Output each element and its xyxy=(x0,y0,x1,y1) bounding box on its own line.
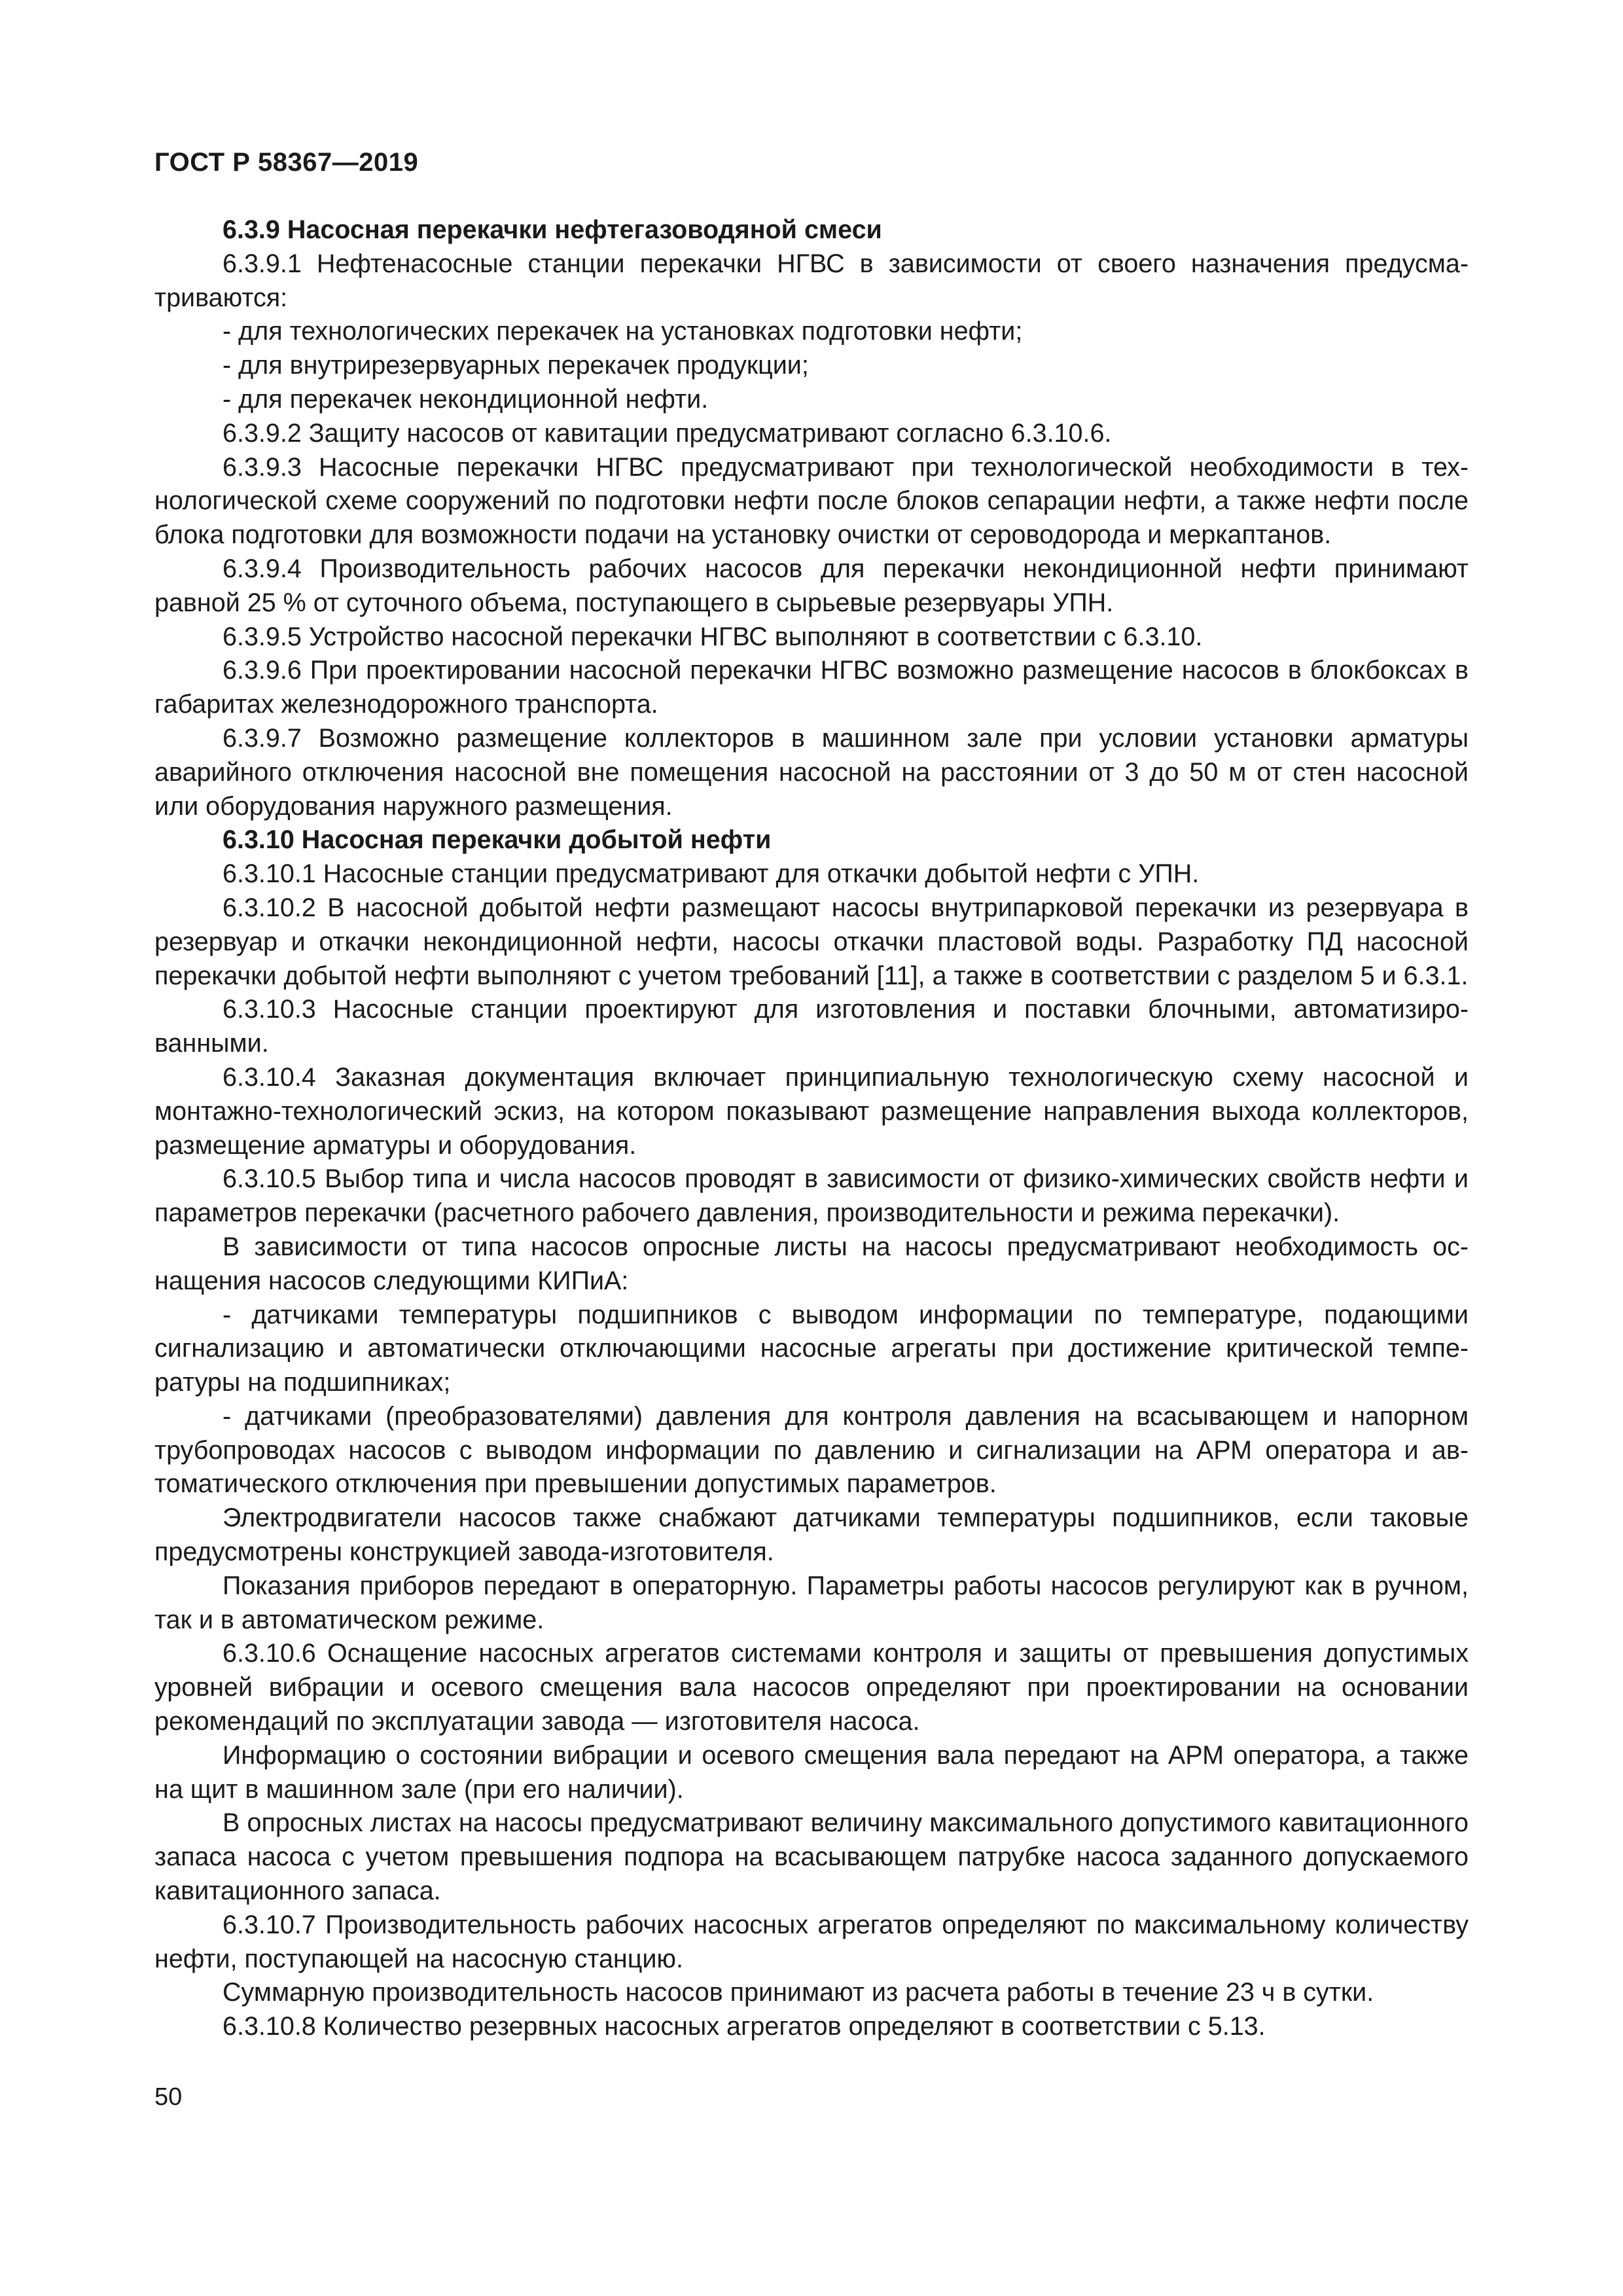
paragraph: 6.3.10.7 Производительность рабочих насосных агрегатов определяют по максимальному количеству нефти, поступающей на насосную станцию. xyxy=(154,1910,1469,1973)
list-item: - датчиками температуры подшипников с выводом информации по температуре, подающими сигнализацию и автоматически отключающими насосные агрегаты при достижение критической температуры на подшипниках; xyxy=(154,1300,1469,1397)
paragraph: В опросных листах на насосы предусматривают величину максимального допустимого кавитационного запаса насоса с учетом превышения подпора на всасывающем патрубке насоса заданного допускаемого кавитационного запаса. xyxy=(154,1808,1469,1906)
paragraph: 6.3.9.5 Устройство насосной перекачки НГВС выполняют в соответствии с 6.3.10. xyxy=(223,622,1203,651)
list-item: - датчиками (преобразователями) давления для контроля давления на всасывающем и напорном трубопроводах насосов с выводом информации по давлению и сигнализации на АРМ оператора и автоматического отключения при превышении допустимых параметров. xyxy=(154,1401,1469,1499)
paragraph: 6.3.10.6 Оснащение насосных агрегатов системами контроля и защиты от превышения допустимых уровней вибрации и осевого смещения вала насосов определяют при проектировании на основании рекомендаций по эксплуатации завода — изготовителя насоса. xyxy=(154,1639,1469,1736)
paragraph: 6.3.9.3 Насосные перекачки НГВС предусматривают при технологической необходимости в технологической схеме сооружений по подготовки нефти после блоков сепарации нефти, а также нефти после блока подготовки для возможности подачи на установку очистки от сероводорода и меркаптанов. xyxy=(154,452,1469,550)
list-item: - для внутрирезервуарных перекачек продукции; xyxy=(223,351,809,380)
list-item: - для перекачек некондиционной нефти. xyxy=(223,384,709,414)
page-number: 50 xyxy=(154,2083,183,2111)
paragraph: 6.3.10.5 Выбор типа и числа насосов проводят в зависимости от физико-химических свойств нефти и параметров перекачки (расчетного рабочего давления, производительности и режима перекачки). xyxy=(154,1164,1469,1228)
list-item: - для технологических перекачек на установках подготовки нефти; xyxy=(223,317,1023,346)
paragraph: 6.3.9.1 Нефтенасосные станции перекачки НГВС в зависимости от своего назначения предусматриваются: xyxy=(154,249,1469,312)
paragraph: Электродвигатели насосов также снабжают датчиками температуры подшипников, если таковые предусмотрены конструкцией завода-изготовителя. xyxy=(154,1503,1469,1567)
paragraph: 6.3.10.2 В насосной добытой нефти размещают насосы внутрипарковой перекачки из резервуара в резервуар и откачки некондиционной нефти, насосы откачки пластовой воды. Разработку ПД насосной перекачки добытой нефти выполняют с учетом требований [11], а также в соответствии с разделом 5 и 6.3.1. xyxy=(154,893,1469,990)
paragraph: Суммарную производительность насосов принимают из расчета работы в течение 23 ч в сутки. xyxy=(223,1978,1374,2007)
paragraph: 6.3.10.8 Количество резервных насосных агрегатов определяют в соответствии с 5.13. xyxy=(223,2012,1266,2041)
paragraph: 6.3.10.4 Заказная документация включает принципиальную технологическую схему насосной и монтажно-технологический эскиз, на котором показывают размещение направления выхода коллекторов, размещение арматуры и оборудования. xyxy=(154,1062,1469,1160)
section-heading: 6.3.9 Насосная перекачки нефтегазоводяной смеси xyxy=(223,215,882,244)
paragraph: 6.3.9.7 Возможно размещение коллекторов в машинном зале при условии установки арматуры аварийного отключения насосной вне помещения насосной на расстоянии от 3 до 50 м от стен насосной или оборудования наружного размещения. xyxy=(154,723,1469,821)
paragraph: 6.3.9.6 При проектировании насосной перекачки НГВС возможно размещение насосов в блокбоксах в габаритах железнодорожного транспорта. xyxy=(154,656,1469,719)
section-heading: 6.3.10 Насосная перекачки добытой нефти xyxy=(223,825,772,855)
document-body xyxy=(154,213,1469,2044)
paragraph: Показания приборов передают в операторную. Параметры работы насосов регулируют как в ручном, так и в автоматическом режиме. xyxy=(154,1571,1469,1634)
paragraph: 6.3.10.3 Насосные станции проектируют для изготовления и поставки блочными, автоматизированными. xyxy=(154,995,1469,1058)
paragraph: 6.3.9.2 Защиту насосов от кавитации предусматривают согласно 6.3.10.6. xyxy=(223,418,1112,448)
paragraph: В зависимости от типа насосов опросные листы на насосы предусматривают необходимость оснащения насосов следующими КИПиА: xyxy=(154,1232,1469,1295)
paragraph: 6.3.10.1 Насосные станции предусматривают для откачки добытой нефти с УПН. xyxy=(223,859,1200,889)
document-header: ГОСТ Р 58367—2019 xyxy=(154,148,419,177)
paragraph: Информацию о состоянии вибрации и осевого смещения вала передают на АРМ оператора, а также на щит в машинном зале (при его наличии). xyxy=(154,1740,1469,1804)
paragraph: 6.3.9.4 Производительность рабочих насосов для перекачки некондиционной нефти принимают равной 25 % от суточного объема, поступающего в сырьевые резервуары УПН. xyxy=(154,554,1469,617)
